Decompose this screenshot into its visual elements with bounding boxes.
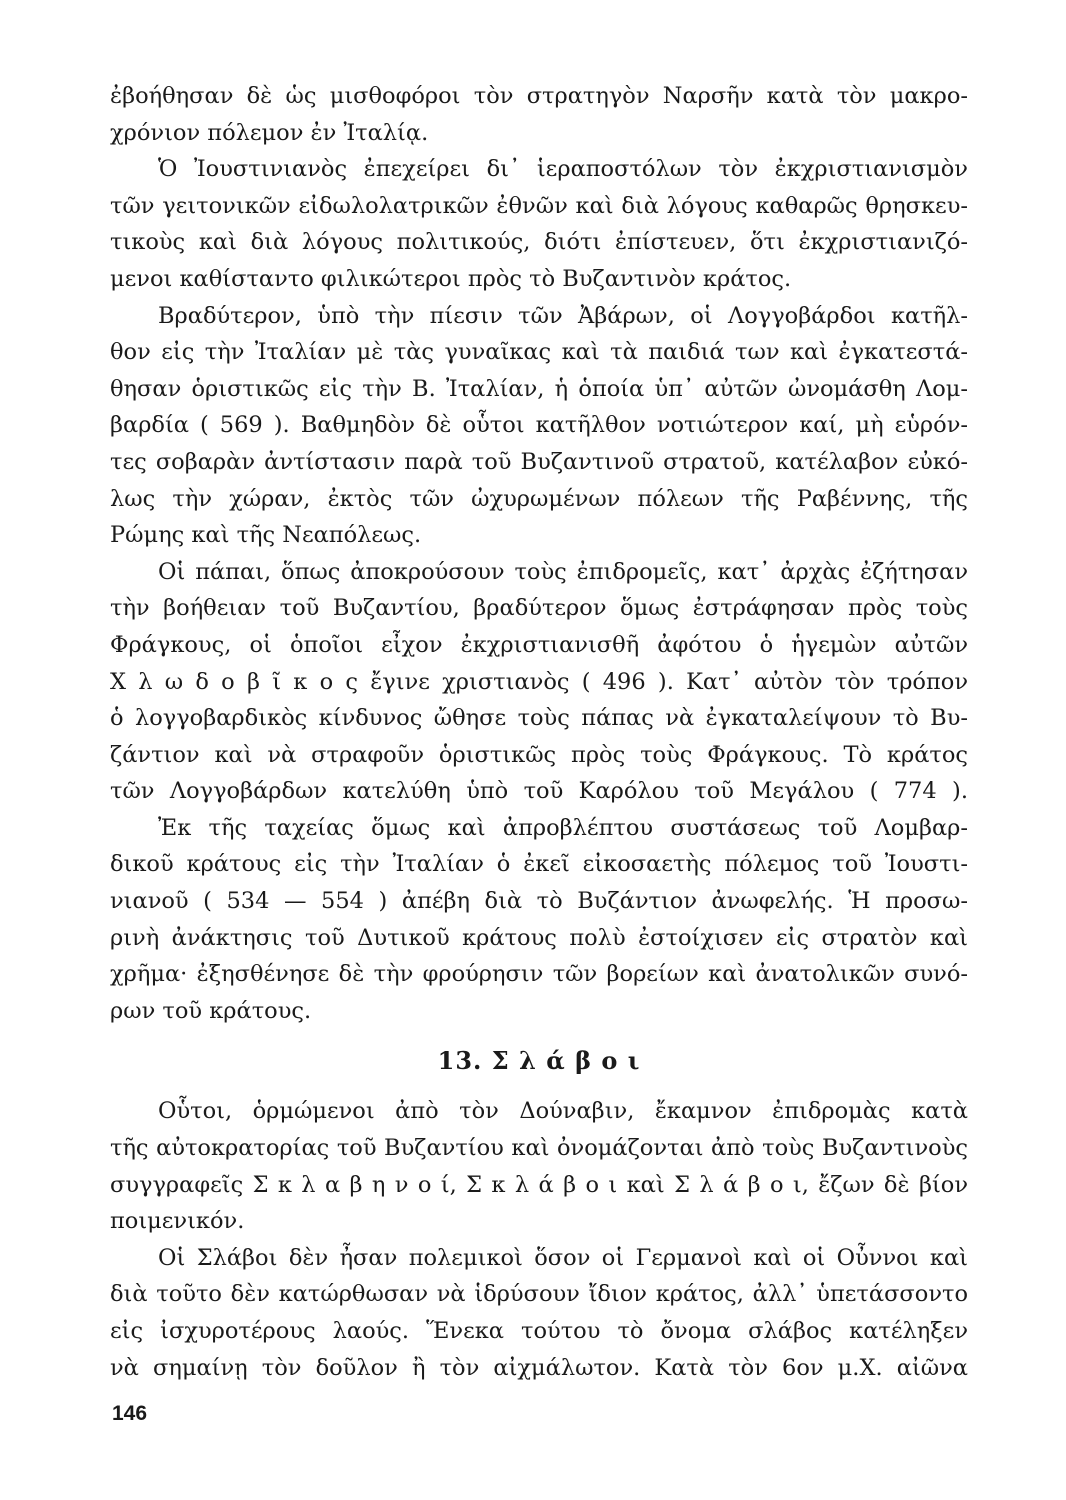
text-line: Οὗτοι, ὁρμώμενοι ἀπὸ τὸν Δούναβιν, ἔκαμνον ἐπιδρομὰς κατὰ [158,1098,968,1125]
text-line: βαρδία ( 569 ). Βαθμηδὸν δὲ οὗτοι κατῆλθον νοτιώτερον καί, μὴ εὑρόν- [110,412,968,439]
text-line: ὁ λογγοβαρδικὸς κίνδυνος ὤθησε τοὺς πάπας νὰ ἐγκαταλείψουν τὸ Βυ- [110,705,968,732]
text-line: ἐβοήθησαν δὲ ὡς μισθοφόροι τὸν στρατηγὸν Ναρσῆν κατὰ τὸν μακρο- [110,83,968,109]
text-line: μενοι καθίσταντο φιλικώτεροι πρὸς τὸ Βυζαντινὸν κράτος. [110,265,792,292]
page-body [110,78,968,1386]
text-line: ρων τοῦ κράτους. [110,997,312,1024]
text-line: Οἱ πάπαι, ὅπως ἀποκρούσουν τοὺς ἐπιδρομεῖς, κατ᾿ ἀρχὰς ἐζήτησαν [158,558,968,585]
text-line: ποιμενικόν. [110,1208,245,1235]
text-line: τῶν γειτονικῶν εἰδωλολατρικῶν ἐθνῶν καὶ διὰ λόγους καθαρῶς θρησκευ- [110,192,968,219]
text-line: τῶν Λογγοβάρδων κατελύθη ὑπὸ τοῦ Καρόλου τοῦ Μεγάλου ( 774 ). [110,778,968,805]
text-line: νιανοῦ ( 534 — 554 ) ἀπέβη διὰ τὸ Βυζάντιον ἀνωφελής. Ἡ προσω- [110,888,968,915]
text-line: θησαν ὁριστικῶς εἰς τὴν Β. Ἰταλίαν, ἡ ὁποία ὑπ᾿ αὐτῶν ὠνομάσθη Λομ- [110,375,968,402]
text-line: τῆς αὐτοκρατορίας τοῦ Βυζαντίου καὶ ὀνομάζονται ἀπὸ τοὺς Βυζαντινοὺς [110,1135,968,1162]
text-line: Ρώμης καὶ τῆς Νεαπόλεως. [110,522,422,549]
text-line: Φράγκους, οἱ ὁποῖοι εἶχον ἐκχριστιανισθῆ ἀφότου ὁ ἡγεμὼν αὐτῶν [110,631,968,658]
text-line: Οἱ Σλάβοι δὲν ἦσαν πολεμικοὶ ὅσον οἱ Γερμανοὶ καὶ οἱ Οὖννοι καὶ [158,1244,968,1271]
text-line: λως τὴν χώραν, ἐκτὸς τῶν ὠχυρωμένων πόλεων τῆς Ραβέννης, τῆς [110,485,968,512]
text-line: ζάντιον καὶ νὰ στραφοῦν ὁριστικῶς πρὸς τοὺς Φράγκους. Τὸ κράτος [110,741,968,768]
text-line: εἰς ἰσχυροτέρους λαούς. Ἕνεκα τούτου τὸ ὄνομα σλάβος κατέληξεν [110,1318,968,1344]
text-line: ρινὴ ἀνάκτησις τοῦ Δυτικοῦ κράτους πολὺ ἐστοίχισεν εἰς στρατὸν καὶ [110,924,968,951]
text-line: Ἐκ τῆς ταχείας ὅμως καὶ ἀπροβλέπτου συστάσεως τοῦ Λομβαρ- [158,814,968,841]
text-line: Βραδύτερον, ὑπὸ τὴν πίεσιν τῶν Ἀβάρων, οἱ Λογγοβάρδοι κατῆλ- [158,302,968,329]
section-text-langobards [110,78,968,1029]
text-line: Χ λ ω δ ο β ῖ κ ο ς ἔγινε χριστιανὸς ( 496 ). Κατ᾿ αὐτὸν τὸν τρόπον [110,668,968,695]
section-text-slavs [110,1093,968,1386]
text-line: συγγραφεῖς Σ κ λ α β η ν ο ί, Σ κ λ ά β ο ι καὶ Σ λ ά β ο ι, ἔζων δὲ βίον [110,1171,968,1198]
page-number: 146 [112,1402,148,1425]
text-line: Ὁ Ἰουστινιανὸς ἐπεχείρει δι᾿ ἱεραποστόλων τὸν ἐκχριστιανισμὸν [158,156,968,183]
section-heading: 13. Σ λ ά β ο ι [437,1046,641,1076]
text-line: θον εἰς τὴν Ἰταλίαν μὲ τὰς γυναῖκας καὶ τὰ παιδιά των καὶ ἐγκατεστά- [110,339,968,366]
text-line: διὰ τοῦτο δὲν κατώρθωσαν νὰ ἱδρύσουν ἴδιον κράτος, ἀλλ᾿ ὑπετάσσοντο [110,1281,968,1308]
text-line: χρόνιον πόλεμον ἐν Ἰταλίᾳ. [110,119,429,146]
text-line: χρῆμα· ἐξησθένησε δὲ τὴν φρούρησιν τῶν βορείων καὶ ἀνατολικῶν συνό- [110,961,968,988]
text-line: τικοὺς καὶ διὰ λόγους πολιτικούς, διότι ἐπίστευεν, ὅτι ἐκχριστιανιζό- [110,229,968,256]
text-line: νὰ σημαίνῃ τὸν δοῦλον ἢ τὸν αἰχμάλωτον. Κατὰ τὸν 6ον μ.Χ. αἰῶνα [110,1354,968,1381]
text-line: τὴν βοήθειαν τοῦ Βυζαντίου, βραδύτερον ὅμως ἐστράφησαν πρὸς τοὺς [110,595,968,622]
text-line: τες σοβαρὰν ἀντίστασιν παρὰ τοῦ Βυζαντινοῦ στρατοῦ, κατέλαβον εὐκό- [110,448,968,475]
text-line: δικοῦ κράτους εἰς τὴν Ἰταλίαν ὁ ἐκεῖ εἰκοσαετὴς πόλεμος τοῦ Ἰουστι- [110,851,968,878]
